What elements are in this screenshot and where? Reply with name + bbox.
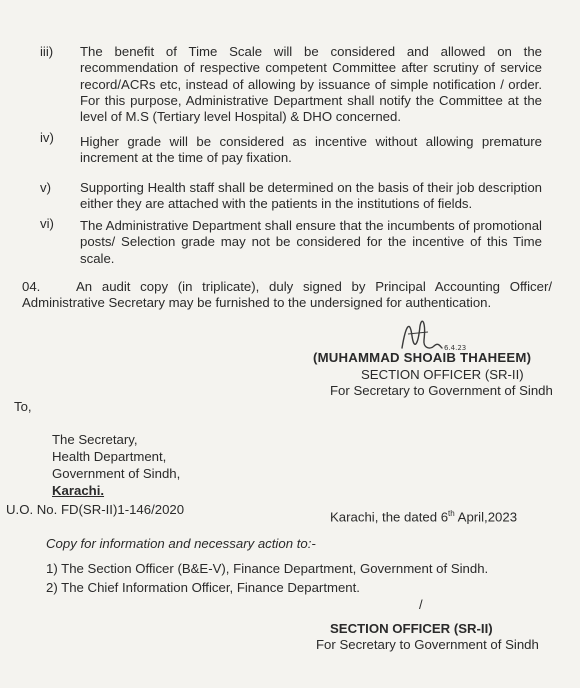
point-number-vi: vi) [40,216,54,231]
handwritten-date: 6.4.23 [444,344,467,352]
signatory-designation: SECTION OFFICER (SR-II) [361,367,524,382]
point-text-iii: The benefit of Time Scale will be considered and allowed on the recommendation of respective competent Committee after scrutiny of service record/ACRs etc, instead of allowing by issuance of simple notification / order. For this purpose, Administrative Department shall notify the Committee at the level of M.S (Tertiary level Hospital) & DHO concerned. [80,44,542,125]
copy-heading: Copy for information and necessary action to:- [46,536,316,551]
slash-mark: / [419,597,423,612]
signature2-designation: SECTION OFFICER (SR-II) [330,621,493,636]
addressee-line-3: Government of Sindh, [52,466,181,481]
para-number-04: 04. [22,279,41,294]
para-text-04: An audit copy (in triplicate), duly signed by Principal Accounting Officer/ Administrative Secretary may be furnished to the undersigned for authentication. [22,279,552,311]
copy-item-1: 1) The Section Officer (B&E-V), Finance Department, Government of Sindh. [46,561,489,576]
signatory-name: (MUHAMMAD SHOAIB THAHEEM) [313,350,532,365]
issue-date-superscript: th [448,509,455,518]
copy-item-2: 2) The Chief Information Officer, Finance Department. [46,580,360,595]
addressee-city: Karachi. [52,483,105,498]
addressee-line-1: The Secretary, [52,432,138,447]
point-text-vi: The Administrative Department shall ensure that the incumbents of promotional posts/ Selection grade may not be considered for the incentive of this Time scale. [80,218,542,266]
signature2-for-line: For Secretary to Government of Sindh [316,637,539,652]
point-text-v: Supporting Health staff shall be determined on the basis of their job description either they are attached with the patients in the institutions of fields. [80,180,542,212]
point-number-v: v) [40,180,51,195]
uo-number: U.O. No. FD(SR-II)1-146/2020 [6,502,185,517]
signatory-for-line: For Secretary to Government of Sindh [330,383,553,398]
to-label: To, [14,399,32,414]
issue-date-suffix: April,2023 [454,509,518,525]
point-number-iii: iii) [40,44,54,59]
issue-date-prefix: Karachi, the dated 6 [330,509,449,525]
addressee-line-2: Health Department, [52,449,167,464]
point-text-iv: Higher grade will be considered as incentive without allowing premature increment at the time of pay fixation. [80,134,542,166]
issue-date [330,509,517,526]
point-number-iv: iv) [40,130,54,145]
